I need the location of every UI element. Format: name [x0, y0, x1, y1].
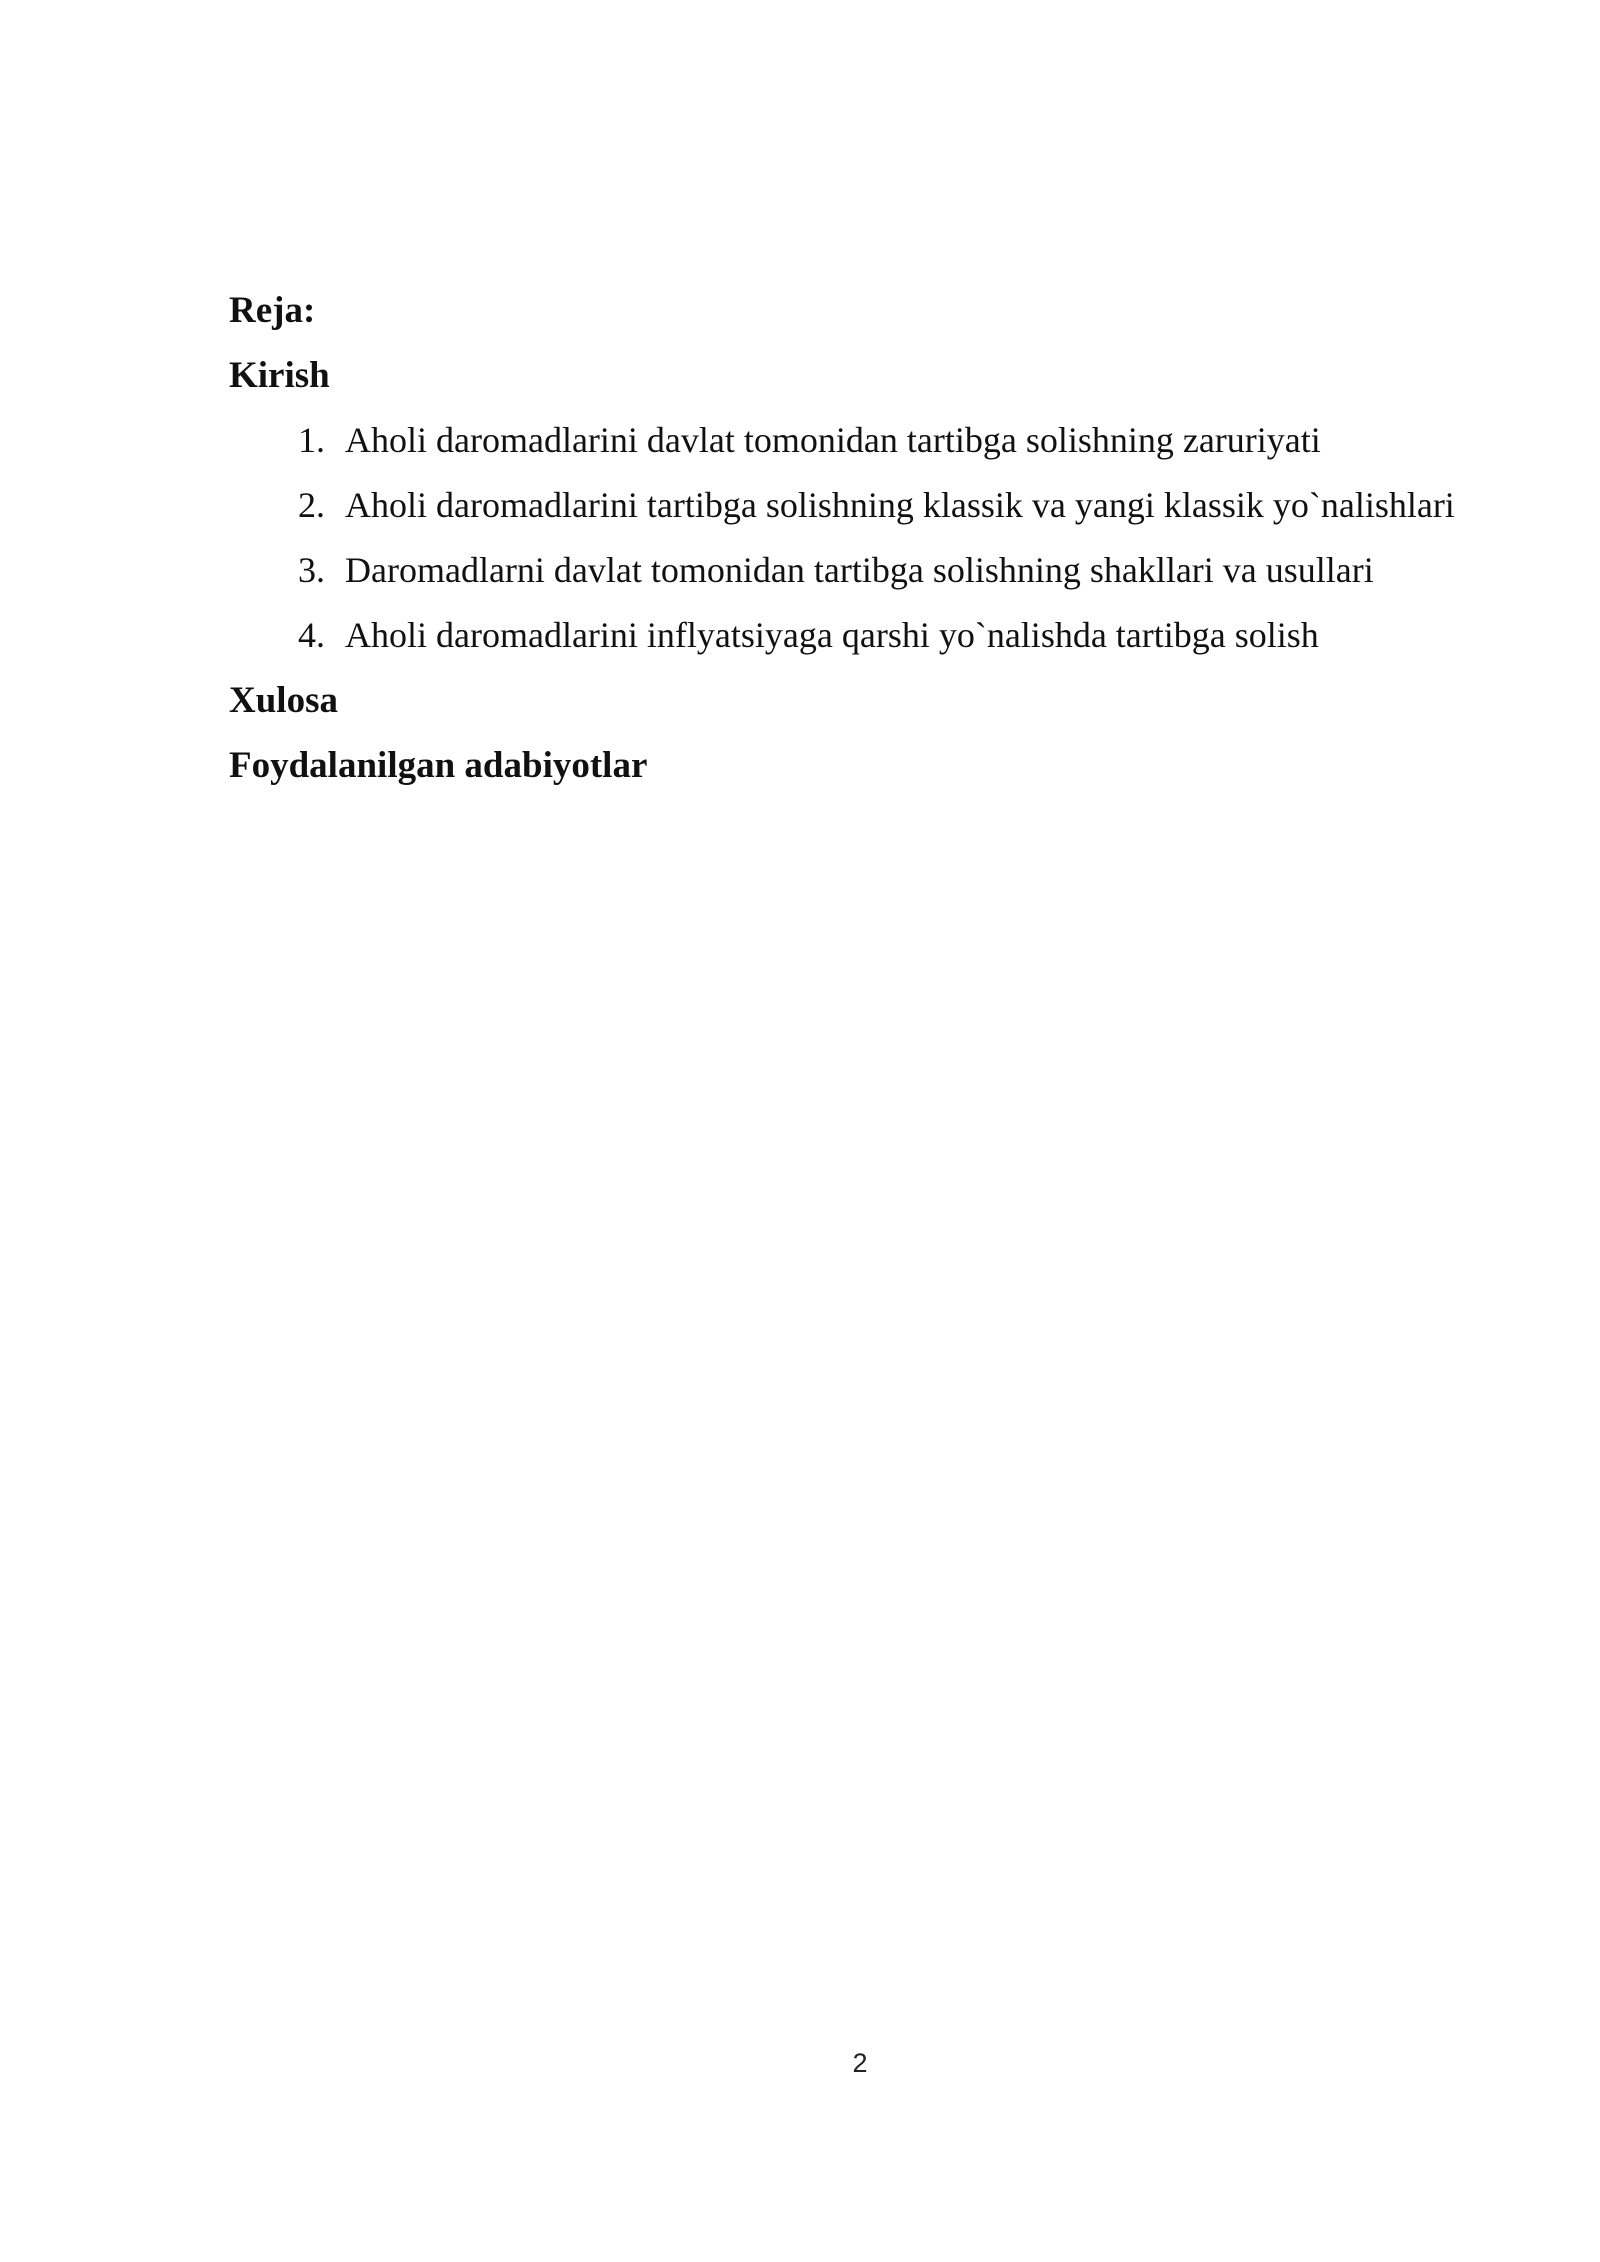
list-item: [229, 408, 1529, 473]
list-item-text: Aholi daromadlarini inflyatsiyaga qarshi yo`nalishda tartibga solish: [345, 615, 1319, 655]
list-item-text: Aholi daromadlarini davlat tomonidan tartibga solishning zaruriyati: [345, 420, 1321, 460]
intro-heading: Kirish: [229, 355, 330, 396]
list-item-number: 3.: [298, 550, 325, 590]
list-item: [229, 473, 1529, 538]
conclusion-heading: Xulosa: [229, 680, 338, 721]
plan-list: [229, 408, 1529, 668]
list-item: [229, 603, 1529, 668]
page-number: 2: [852, 2048, 868, 2078]
list-item: [229, 538, 1529, 603]
plan-heading: Reja:: [229, 290, 316, 331]
list-item-text: Daromadlarni davlat tomonidan tartibga solishning shakllari va usullari: [345, 550, 1374, 590]
references-heading: Foydalanilgan adabiyotlar: [229, 745, 648, 786]
list-item-text: Aholi daromadlarini tartibga solishning klassik va yangi klassik yo`nalishlari: [345, 485, 1455, 525]
list-item-number: 1.: [298, 420, 325, 460]
list-item-number: 4.: [298, 615, 325, 655]
document-body: [229, 278, 1529, 798]
list-item-number: 2.: [298, 485, 325, 525]
